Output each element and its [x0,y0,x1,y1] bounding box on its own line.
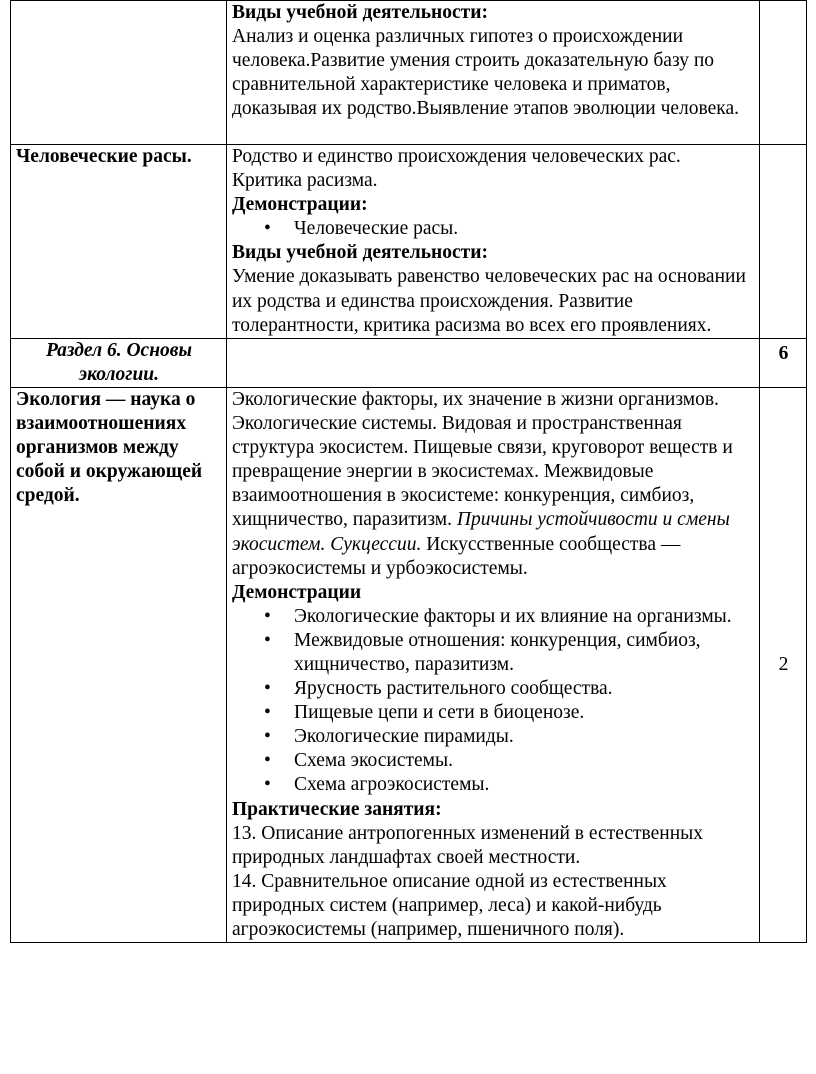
topic-cell [11,387,227,942]
practice-item: 14. Сравнительное описание одной из естественных природных систем (например, леса) и какой-нибудь агроэкосистемы (например, пшеничного поля). [232,870,667,940]
content-cell [227,1,760,145]
content-cell [227,338,760,387]
demo-heading: Демонстрации: [232,194,368,216]
demo-heading: Демонстрации [232,581,362,603]
content-text-italic: Причины устойчивости и смены экосистем. Сукцессии. [232,509,730,555]
practice-item: 13. Описание антропогенных изменений в естественных природных ландшафтах своей местности. [232,822,703,868]
table-row [11,1,807,145]
curriculum-table [10,0,807,943]
topic-cell [11,1,227,145]
section-cell [11,338,227,387]
hours-value: 2 [778,653,789,675]
table-row [11,338,807,387]
activities-heading: Виды учебной деятельности: [232,242,488,264]
activities-text: Анализ и оценка различных гипотез о происхождении человека.Развитие умения строить доказательную базу по сравнительной характеристике человека и приматов, доказывая их родство.Выявление этапов эволюции человека. [232,26,739,120]
hours-cell [760,145,807,339]
demo-list [232,605,755,798]
table-row [11,387,807,942]
hours-cell [760,338,807,387]
practice-heading: Практические занятия: [232,798,442,820]
hours-cell [760,387,807,942]
topic-title: Человеческие расы. [16,146,192,167]
list-item: • Межвидовые отношения: конкуренция, симбиоз, хищничество, паразитизм. [232,629,755,677]
content-text: Родство и единство происхождения человеческих рас. Критика расизма. [232,146,681,192]
list-item: • Экологические факторы и их влияние на организмы. [232,605,755,629]
list-item: • Схема агроэкосистемы. [232,773,755,797]
list-item: • Ярусность растительного сообщества. [232,677,755,701]
demo-list [232,217,755,241]
list-item: • Человеческие расы. [232,217,755,241]
topic-cell [11,145,227,339]
activities-heading: Виды учебной деятельности: [232,2,488,23]
list-item: • Пищевые цепи и сети в биоценозе. [232,701,755,725]
hours-value: 6 [778,342,789,364]
hours-cell [760,1,807,145]
list-item: • Схема экосистемы. [232,749,755,773]
list-item: • Экологические пирамиды. [232,725,755,749]
activities-text: Умение доказывать равенство человеческих рас на основании их родства и единства происхождения. Развитие толерантности, критика расизма во всех его проявлениях. [232,266,746,336]
table-row [11,145,807,339]
content-text-b: Искусственные сообщества — агроэкосистемы и урбоэкосистемы. [232,533,681,579]
content-text [232,388,755,581]
content-cell [227,387,760,942]
section-title: Раздел 6. Основы экологии. [45,339,193,385]
content-text-a: Экологические факторы, их значение в жизни организмов. Экологические системы. Видовая и пространственная структура экосистем. Пищевые связи, круговорот веществ и превращение энергии в экосистемах. Межвидовые взаимоотношения в экосистеме: конкуренция, симбиоз, хищничество, паразитизм. [232,388,733,531]
content-cell [227,145,760,339]
topic-title: Экология — наука о взаимоотношениях организмов между собой и окружающей средой. [16,388,203,507]
